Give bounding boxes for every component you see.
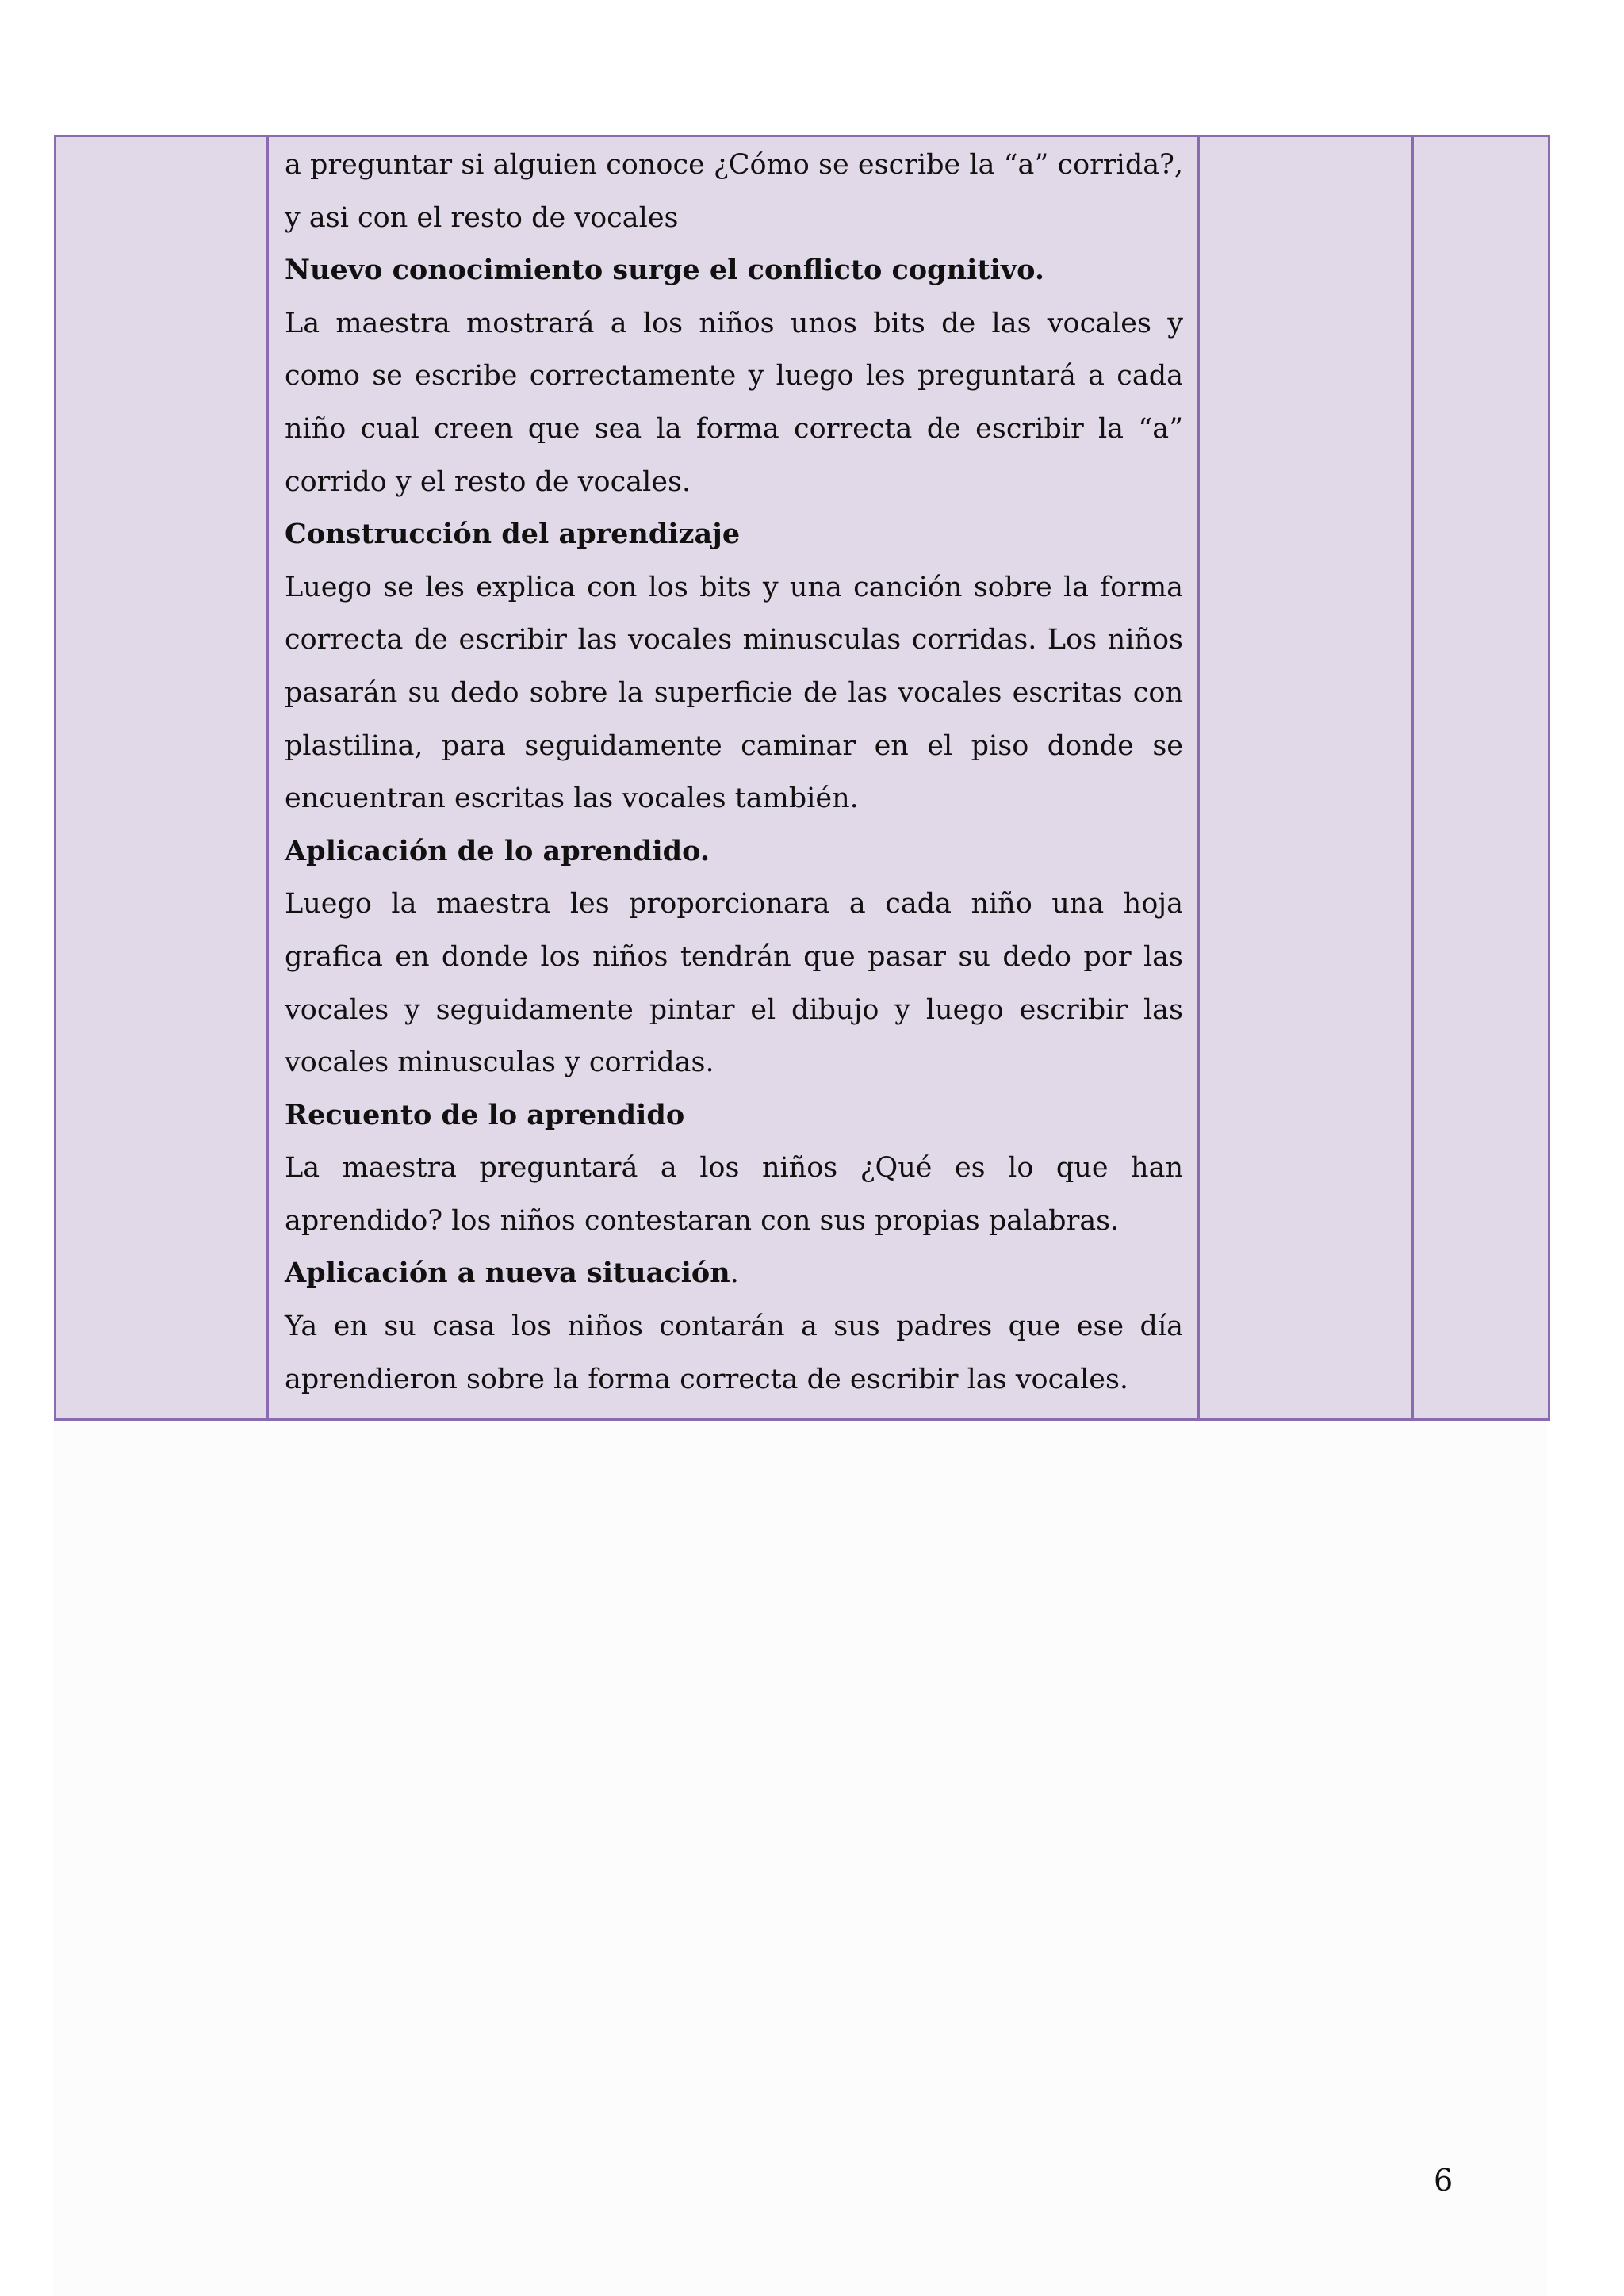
table-row — [56, 136, 1549, 1420]
paragraph-intro: a preguntar si alguien conoce ¿Cómo se escribe la “a” corrida?, y asi con el resto de vocales — [285, 149, 1183, 234]
table-cell-empty-third — [1199, 136, 1413, 1420]
paragraph-recuento: La maestra preguntará a los niños ¿Qué es lo que han aprendido? los niños contestaran con sus propias palabras. — [285, 1152, 1183, 1237]
page-background-tint — [54, 1408, 1546, 2296]
paragraph-nuevo-conocimiento: La maestra mostrará a los niños unos bits de las vocales y como se escribe correctamente y luego les preguntará a cada niño cual creen que sea la forma correcta de escribir la “a” corrido y el resto de vocales. — [285, 307, 1183, 498]
heading-construccion: Construcción del aprendizaje — [285, 518, 741, 551]
heading-nueva-situacion: Aplicación a nueva situación. — [285, 1257, 739, 1290]
paragraph-construccion: Luego se les explica con los bits y una canción sobre la forma correcta de escribir las vocales minusculas corridas. Los niños pasarán su dedo sobre la superficie de las vocales escritas con plastilina, para seguidamente caminar en el piso donde se encuentran escritas las vocales también. — [285, 571, 1183, 815]
table-cell-empty-left — [56, 136, 268, 1420]
table-cell-empty-right — [1413, 136, 1549, 1420]
lesson-plan-table — [54, 135, 1550, 1421]
paragraph-nueva-situacion: Ya en su casa los niños contarán a sus padres que ese día aprendieron sobre la forma correcta de escribir las vocales. — [285, 1311, 1183, 1395]
heading-recuento: Recuento de lo aprendido — [285, 1098, 685, 1131]
page-number: 6 — [1434, 2163, 1454, 2198]
table-cell-activities — [268, 136, 1199, 1420]
heading-nuevo-conocimiento: Nuevo conocimiento surge el conflicto cognitivo. — [285, 254, 1045, 287]
heading-aplicacion: Aplicación de lo aprendido. — [285, 834, 710, 867]
paragraph-aplicacion: Luego la maestra les proporcionara a cada niño una hoja grafica en donde los niños tendrán que pasar su dedo por las vocales y seguidamente pintar el dibujo y luego escribir las vocales minusculas y corridas. — [285, 888, 1183, 1079]
